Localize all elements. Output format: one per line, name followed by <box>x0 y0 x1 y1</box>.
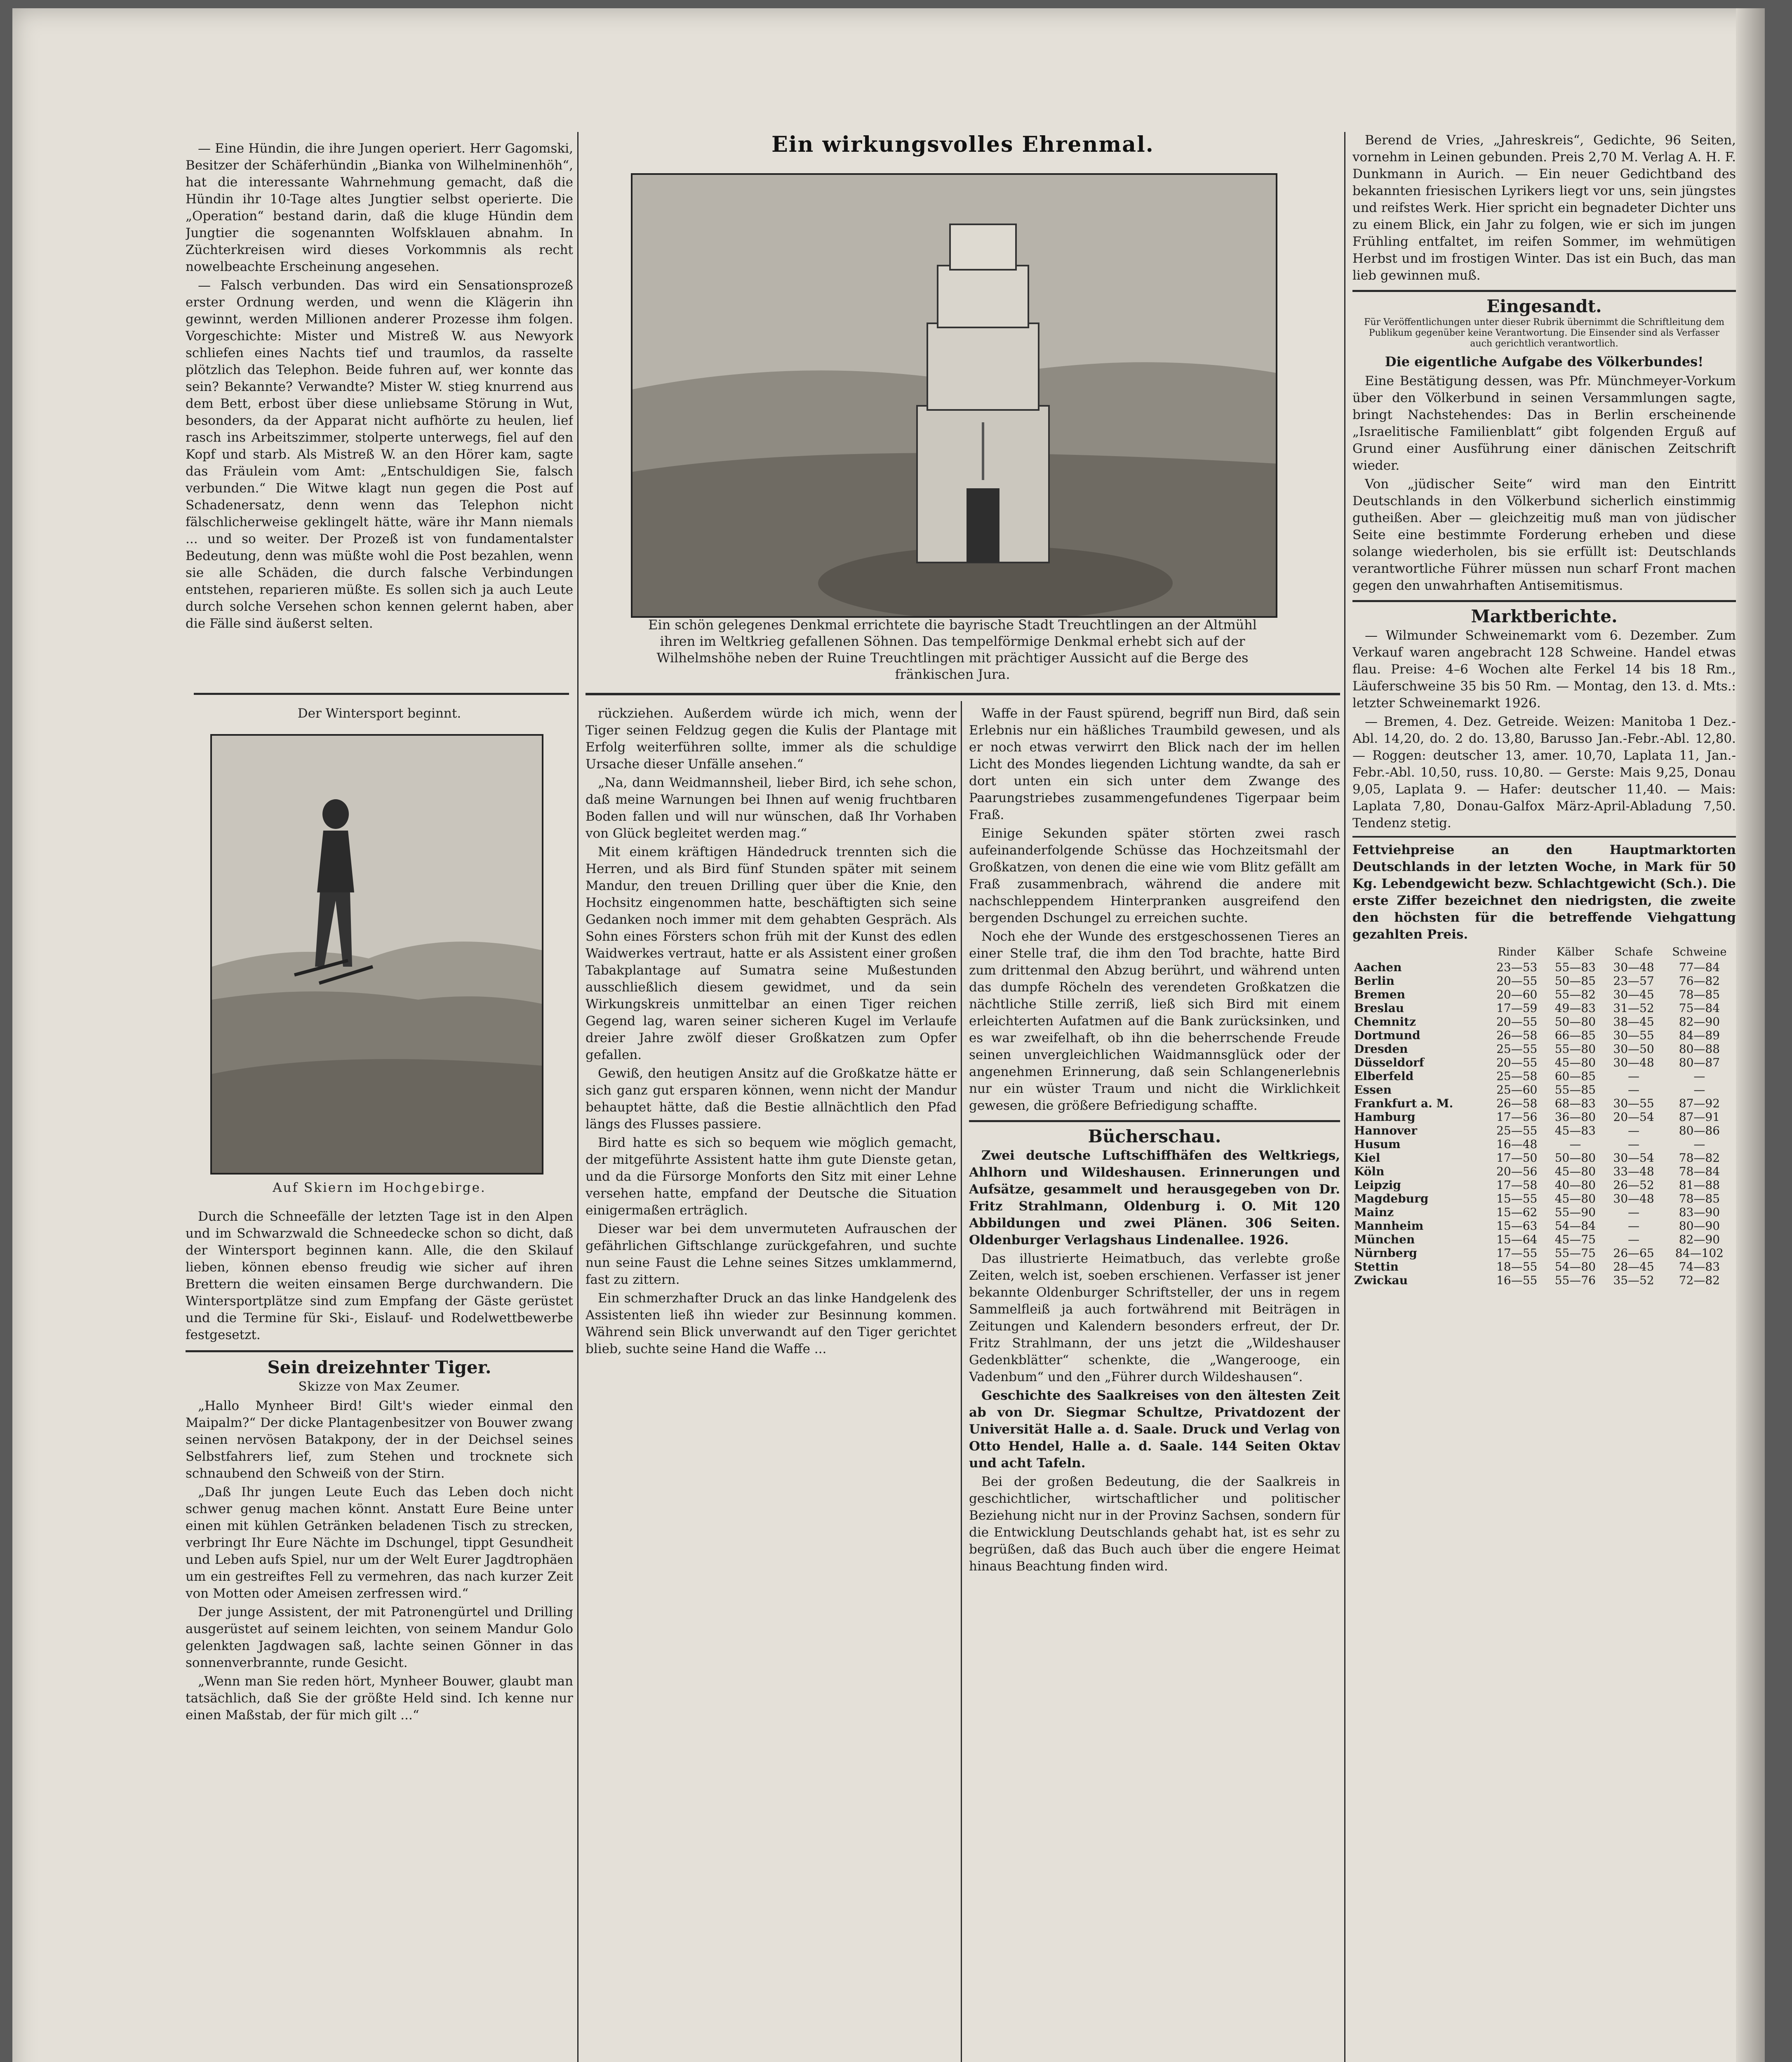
story-paragraph: Einige Sekunden später störten zwei rasch aufeinanderfolgende Schüsse das Hochzeitsmahl der Großkatzen, von denen die eine wie vom Blitz gefällt am Fraß zusammenbrach, während die andere mit nachschleppendem Hinterpranken ausgreifend den bergenden Dschungel zu erreichen suchte. <box>969 826 1340 925</box>
city-cell: Frankfurt a. M. <box>1354 1097 1453 1110</box>
city-cell: Chemnitz <box>1354 1015 1416 1029</box>
price-cell: 20—60 <box>1496 988 1538 1001</box>
market-report: — Wilmunder Schweinemarkt vom 6. Dezember. Zum Verkauf waren angebracht 128 Schweine. Handel etwas flau. Preise: 4–6 Wochen alte Ferkel 14 bis 18 Rm., Läuferschweine 35 bis 50 Rm. — Montag, den 13. d. Mts.: letzter Schweinemarkt 1926. <box>1352 628 1736 711</box>
price-cell: 77—84 <box>1679 960 1720 974</box>
rule-col1-b <box>186 1350 573 1352</box>
price-cell: 18—55 <box>1496 1260 1538 1273</box>
price-cell: 26—58 <box>1496 1097 1538 1110</box>
city-cell: Köln <box>1354 1165 1385 1178</box>
price-cell: 23—57 <box>1613 974 1654 988</box>
table-row <box>1352 1056 1736 1069</box>
price-cell: 68—83 <box>1554 1097 1596 1110</box>
price-cell: 87—91 <box>1679 1110 1720 1124</box>
price-cell: 78—85 <box>1679 988 1720 1001</box>
story-paragraph: Mit einem kräftigen Händedruck trennten sich die Herren, und als Bird fünf Stunden später mit seinem Mandur, den treuen Drilling quer über die Knie, den Hochsitz eingenommen hatte, beschäftigten sich seine Gedanken noch immer mit dem gehabten Gespräch. Als Sohn eines Försters schon früh mit der Kunst des edlen Waidwerkes vertraut, hatte er als Assistent einer großen Tabakplantage auf Sumatra seine Mußestunden ausschließlich diesem gewidmet, und da sein Wirkungskreis unmittelbar an einen Tiger reichen Gegend lag, waren seiner sicheren Kugel im Verlaufe dreier Jahre zwölf dieser Großkatzen zum Opfer gefallen. <box>586 845 957 1062</box>
price-cell: 15—62 <box>1496 1205 1538 1219</box>
table-row <box>1352 1273 1736 1287</box>
table-row <box>1352 974 1736 988</box>
wintersport-text: Durch die Schneefälle der letzten Tage ist in den Alpen und im Schwarzwald die Schneedecke schon so dicht, daß der Wintersport beginnen kann. Alle, die den Skilauf lieben, können ebenso freudig wie sicher auf ihren Brettern die weiten einsamen Berge durchwandern. Die Wintersportplätze sind zum Empfang der Gäste gerüstet und die Termine für Ski-, Eislauf- und Rodelwettbewerbe festgesetzt. <box>186 1209 573 1342</box>
city-cell: Husum <box>1354 1137 1401 1151</box>
price-cell: 50—80 <box>1554 1015 1596 1029</box>
price-cell: 30—45 <box>1613 988 1654 1001</box>
table-row <box>1352 1097 1736 1110</box>
price-cell: 50—85 <box>1554 974 1596 988</box>
header-cell: Kälber <box>1556 946 1594 958</box>
price-cell: 55—83 <box>1554 960 1596 974</box>
price-cell: 16—55 <box>1496 1273 1538 1287</box>
city-cell: Dresden <box>1354 1042 1408 1056</box>
price-cell: 35—52 <box>1613 1273 1654 1287</box>
price-cell: 55—82 <box>1554 988 1596 1001</box>
price-cell: 20—55 <box>1496 1056 1538 1069</box>
table-row <box>1352 1151 1736 1165</box>
price-cell: 83—90 <box>1679 1205 1720 1219</box>
price-cell: 80—87 <box>1679 1056 1720 1069</box>
letter-paragraph: Von „jüdischer Seite“ wird man den Eintritt Deutschlands in den Völkerbund sicherlich einstimmig gutheißen. Aber — gleichzeitig muß man von jüdischer Seite eine bestimmte Forderung erheben und diese solange wiederholen, bis sie erfüllt ist: Deutschlands verantwortliche Führer müssen nun scharf Front machen gegen den unwahrhaften Antisemitismus. <box>1352 477 1736 593</box>
table-row <box>1352 1165 1736 1178</box>
city-cell: Berlin <box>1354 974 1395 988</box>
price-cell: 28—45 <box>1613 1260 1654 1273</box>
price-cell: 17—50 <box>1496 1151 1538 1165</box>
column-divider-2 <box>961 701 962 2062</box>
price-cell: 20—56 <box>1496 1165 1538 1178</box>
table-row <box>1352 1001 1736 1015</box>
price-cell: 17—56 <box>1496 1110 1538 1124</box>
rule-col3 <box>969 1120 1340 1122</box>
price-cell: 17—58 <box>1496 1178 1538 1192</box>
table-row <box>1352 1124 1736 1137</box>
table-row <box>1352 1260 1736 1273</box>
story-paragraph: Gewiß, den heutigen Ansitz auf die Großkatze hätte er sich ganz gut ersparen können, wenn nicht der Mandur behauptet hätte, daß die Bestie allnächtlich den Pfad längs des Flusses passiere. <box>586 1066 957 1132</box>
price-cell: 23—53 <box>1496 960 1538 974</box>
price-cell: — <box>1569 1137 1581 1151</box>
table-row <box>1352 960 1736 974</box>
price-cell: 45—83 <box>1554 1124 1596 1137</box>
price-cell: 82—90 <box>1679 1015 1720 1029</box>
price-cell: 80—86 <box>1679 1124 1720 1137</box>
price-cell: 30—55 <box>1613 1029 1654 1042</box>
eingesandt-title: Eingesandt. <box>1486 296 1602 316</box>
price-cell: 16—48 <box>1496 1137 1538 1151</box>
eingesandt-subtitle: Die eigentliche Aufgabe des Völkerbundes! <box>1385 354 1704 370</box>
marktberichte-title: Marktberichte. <box>1471 606 1618 626</box>
city-cell: München <box>1354 1233 1415 1246</box>
price-cell: 31—52 <box>1613 1001 1654 1015</box>
price-cell: 30—54 <box>1613 1151 1654 1165</box>
story-paragraph: Dieser war bei dem unvermuteten Aufrauschen der gefährlichen Giftschlange zurückgefahren, und suchte nun seine Faust die Lehne seines Sitzes umklammernd, fast zu zittern. <box>586 1222 957 1287</box>
price-cell: — <box>1693 1137 1705 1151</box>
city-cell: Kiel <box>1354 1151 1380 1165</box>
price-cell: 72—82 <box>1679 1273 1720 1287</box>
article-falsch-verbunden: — Falsch verbunden. Das wird ein Sensationsprozeß erster Ordnung werden, und wenn die Klägerin ihn gewinnt, werden Millionen anderer Prozesse ihm folgen. Vorgeschichte: Mister und Mistreß W. aus Newyork schliefen eines Nachts tief und traumlos, da rasselte plötzlich das Telephon. Beide fuhren auf, wer konnte das sein? Bekannte? Verwandte? Mister W. stieg knurrend aus dem Bett, erbost über diese unliebsame Störung in Wut, besonders, da der Apparat nicht aufhörte zu heulen, lief rasch ins Arbeitszimmer, stolperte unterwegs, fiel auf den Kopf und starb. Als Mistreß W. an den Hörer kam, sagte das Fräulein vom Amt: „Entschuldigen Sie, falsch verbunden.“ Die Witwe klagt nun gegen die Post auf Schadenersatz, denn wenn das Telephon nicht fälschlicherweise geklingelt hätte, wäre ihr Mann niemals ... und so weiter. Der Prozeß ist von fundamentalster Bedeutung, denn was müßte wohl die Post bezahlen, wenn sie alle Schäden, die durch falsche Verbindungen entstehen, reparieren müßte. Es sollen sich ja auch Leute durch solche Versehen schon kennen gelernt haben, aber die Fälle sind äußerst selten. <box>186 278 573 631</box>
city-cell: Mannheim <box>1354 1219 1424 1233</box>
story-paragraph: Waffe in der Faust spürend, begriff nun Bird, daß sein Erlebnis nur ein häßliches Traumbild gewesen, und als er noch etwas verwirrt den Blick nach der im hellen Licht des Mondes liegenden Lichtung wandte, da sah er dort unten ein sich unter dem Zwange des Paarungstriebes zusammengefundenes Tigerpaar beim Fraß. <box>969 706 1340 822</box>
price-cell: 75—84 <box>1679 1001 1720 1015</box>
price-cell: 26—58 <box>1496 1029 1538 1042</box>
column-1-lower <box>186 1208 573 2062</box>
city-cell: Stettin <box>1354 1260 1399 1273</box>
story-paragraph: „Hallo Mynheer Bird! Gilt's wieder einmal den Maipalm?“ Der dicke Plantagenbesitzer von Bouwer zwang seinen nervösen Batakpony, der in der Deichsel seines Selbstfahrers lief, zum Stehen und trocknete sich schnaubend den Schweiß von der Stirn. <box>186 1398 573 1481</box>
ehrenmal-title: Ein wirkungsvolles Ehrenmal. <box>771 132 1154 157</box>
header-cell <box>1352 945 1488 960</box>
price-cell: 17—55 <box>1496 1246 1538 1260</box>
city-cell: Düsseldorf <box>1354 1056 1424 1069</box>
price-cell: — <box>1693 1083 1705 1097</box>
table-row <box>1352 1029 1736 1042</box>
price-cell: 25—60 <box>1496 1083 1538 1097</box>
rule-col4-a <box>1352 290 1736 292</box>
table-row <box>1352 1110 1736 1124</box>
price-cell: 80—88 <box>1679 1042 1720 1056</box>
price-cell: 20—54 <box>1613 1110 1654 1124</box>
price-cell: 55—80 <box>1554 1042 1596 1056</box>
wintersport-caption: Auf Skiern im Hochgebirge. <box>273 1180 486 1195</box>
newspaper-page <box>12 8 1765 2062</box>
price-cell: — <box>1628 1233 1640 1246</box>
story-paragraph: Bird hatte es sich so bequem wie möglich gemacht, der mitgeführte Assistent hatte ihm gute Dienste getan, und da die Fürsorge Monforts den Sitz mit einer Lehne versehen hatte, empfand der Deutsche die Situation einigermaßen erträglich. <box>586 1135 957 1218</box>
price-cell: 30—55 <box>1613 1097 1654 1110</box>
price-cell: 15—55 <box>1496 1192 1538 1205</box>
book-review-devries: Berend de Vries, „Jahreskreis“, Gedichte, 96 Seiten, vornehm in Leinen gebunden. Preis 2,70 M. Verlag A. H. F. Dunkmann in Aurich. — Ein neuer Gedichtband des bekannten friesischen Lyrikers liegt vor uns, sein jüngstes und reifstes Werk. Hier spricht ein begnadeter Dichter uns zu einem Blick, ein Jahr zu folgen, wie er sich im jungen Frühling entfaltet, im reifen Sommer, im wehmütigen Herbst und im frostigen Winter. Das ist ein Buch, das man lieb gewinnen muß. <box>1352 133 1736 283</box>
price-cell: — <box>1628 1069 1640 1083</box>
rule-col1-a <box>194 693 569 695</box>
price-cell: 49—83 <box>1554 1001 1596 1015</box>
city-cell: Breslau <box>1354 1001 1404 1015</box>
city-cell: Nürnberg <box>1354 1246 1417 1260</box>
price-cell: — <box>1628 1083 1640 1097</box>
price-cell: 25—55 <box>1496 1042 1538 1056</box>
price-cell: 30—50 <box>1613 1042 1654 1056</box>
price-table-body <box>1352 960 1736 1287</box>
table-row <box>1352 988 1736 1001</box>
price-cell: 30—48 <box>1613 1056 1654 1069</box>
price-cell: 45—80 <box>1554 1192 1596 1205</box>
price-cell: 74—83 <box>1679 1260 1720 1273</box>
price-cell: 78—85 <box>1679 1192 1720 1205</box>
letter-paragraph: Eine Bestätigung dessen, was Pfr. Münchmeyer-Vorkum über den Völkerbund in seinen Versammlungen sagte, bringt Nachstehendes: Das in Berlin erscheinende „Israelitische Familienblatt“ gibt folgenden Erguß auf Grund einer Ausführung einer dänischen Zeitschrift wieder. <box>1352 374 1736 473</box>
story-title: Sein dreizehnter Tiger. <box>267 1357 492 1377</box>
price-cell: 84—89 <box>1679 1029 1720 1042</box>
city-cell: Mainz <box>1354 1205 1394 1219</box>
price-cell: 80—90 <box>1679 1219 1720 1233</box>
table-row <box>1352 1042 1736 1056</box>
buecherschau-title: Bücherschau. <box>1088 1126 1221 1146</box>
price-cell: 30—48 <box>1613 960 1654 974</box>
price-cell: 36—80 <box>1554 1110 1596 1124</box>
price-cell: 25—58 <box>1496 1069 1538 1083</box>
table-row <box>1352 1219 1736 1233</box>
price-cell: 30—48 <box>1613 1192 1654 1205</box>
story-paragraph: Ein schmerzhafter Druck an das linke Handgelenk des Assistenten ließ ihn wieder zur Besinnung kommen. Während sein Blick unverwandt auf den Tiger gerichtet blieb, suchte seine Hand die Waffe ... <box>586 1291 957 1356</box>
city-cell: Bremen <box>1354 988 1406 1001</box>
price-cell: 66—85 <box>1554 1029 1596 1042</box>
story-paragraph: „Daß Ihr jungen Leute Euch das Leben doch nicht schwer genug machen könnt. Anstatt Eure Beine unter einen mit kühlen Getränken beladenen Tisch zu strecken, verbringt Ihr Eure Nächte im Dschungel, tippt Gesundheit und Leben aufs Spiel, nur um der Welt Eurer Jagdtrophäen um ein gestreiftes Fell zu vermehren, das nach kurzer Zeit von Motten oder Ameisen zerfressen wird.“ <box>186 1485 573 1601</box>
wintersport-heading: Der Wintersport beginnt. <box>297 706 461 721</box>
price-cell: 40—80 <box>1554 1178 1596 1192</box>
price-cell: 33—48 <box>1613 1165 1654 1178</box>
eingesandt-disclaimer: Für Veröffentlichungen unter dieser Rubrik übernimmt die Schriftleitung dem Publikum gegenüber keine Verantwortung. Die Einsender sind als Verfasser auch gerichtlich verantwortlich. <box>1364 317 1724 349</box>
price-cell: 15—63 <box>1496 1219 1538 1233</box>
header-cell: Schafe <box>1614 946 1653 958</box>
table-row <box>1352 1233 1736 1246</box>
column-4 <box>1352 132 1736 2062</box>
price-cell: 26—52 <box>1613 1178 1654 1192</box>
story-paragraph: „Na, dann Weidmannsheil, lieber Bird, ich sehe schon, daß meine Warnungen bei Ihnen auf wenig fruchtbaren Boden fallen und will nur wünschen, daß Ihr Vorhaben von Glück begleitet werden mag.“ <box>586 775 957 841</box>
price-cell: 20—55 <box>1496 974 1538 988</box>
ehrenmal-photo <box>631 173 1277 618</box>
price-cell: 78—84 <box>1679 1165 1720 1178</box>
price-cell: 25—55 <box>1496 1124 1538 1137</box>
price-cell: 17—59 <box>1496 1001 1538 1015</box>
price-cell: 20—55 <box>1496 1015 1538 1029</box>
fettvieh-intro: Fettviehpreise an den Hauptmarktorten Deutschlands in der letzten Woche, in Mark für 50 Kg. Lebendgewicht bezw. Schlachtgewicht (Sch.). Die erste Ziffer bezeichnet den niedrigsten, die zweite den höchsten für die betreffende Viehgattung gezahlten Preis. <box>1352 843 1736 942</box>
article-huendin: — Eine Hündin, die ihre Jungen operiert. Herr Gagomski, Besitzer der Schäferhündin „Bianka von Wilhelminenhöh“, hat die interessante Wahrnehmung gemacht, daß die Hündin ihr 10-Tage altes Jungtier selbst operierte. Die „Operation“ bestand darin, daß die kluge Hündin dem Jungtier die sogenannten Wolfsklauen abnahm. In Züchterkreisen wird dieses Vorkommnis als recht nowelbeachte Erscheinung angesehen. <box>186 141 573 274</box>
city-cell: Zwickau <box>1354 1273 1408 1287</box>
price-cell: 45—80 <box>1554 1165 1596 1178</box>
ehrenmal-caption: Ein schön gelegenes Denkmal errichtete die bayrische Stadt Treuchtlingen an der Altmühl ihren im Weltkrieg gefallenen Söhnen. Das tempelförmige Denkmal erhebt sich auf der Wilhelmshöhe neben der Ruine Treuchtlingen mit prächtiger Aussicht auf die Berge des fränkischen Jura. <box>648 617 1257 682</box>
price-cell: 50—80 <box>1554 1151 1596 1165</box>
city-cell: Aachen <box>1354 960 1402 974</box>
price-cell: 81—88 <box>1679 1178 1720 1192</box>
price-cell: 26—65 <box>1613 1246 1654 1260</box>
city-cell: Hamburg <box>1354 1110 1416 1124</box>
price-cell: 55—76 <box>1554 1273 1596 1287</box>
fettvieh-price-table <box>1352 945 1736 1287</box>
price-cell: 38—45 <box>1613 1015 1654 1029</box>
column-3 <box>969 705 1340 2062</box>
column-2 <box>586 705 957 2062</box>
table-row <box>1352 1246 1736 1260</box>
price-cell: 76—82 <box>1679 974 1720 988</box>
story-paragraph: Noch ehe der Wunde des erstgeschossenen Tieres an einer Stelle traf, die ihm den Tod brachte, hatte Bird zum drittenmal den Abzug berührt, und während unten das dumpfe Röcheln des verendeten Großkatzen die nächtliche Stille zerriß, ließ sich Bird mit einem erleichterten Aufatmen auf die Bank zurücksinken, und es war zweifelhaft, ob ihn die beherrschende Freude seinen unvergleichlichen Waidmannsglück oder der angenehmen Erinnerung, daß sein Schlangenerlebnis nur ein wüster Traum und nicht die Wirklichkeit gewesen, die größere Befriedigung schaffte. <box>969 929 1340 1113</box>
story-paragraph: rückziehen. Außerdem würde ich mich, wenn der Tiger seinen Feldzug gegen die Kulis der Plantage mit Erfolg weiterführen sollte, immer als die schuldige Ursache dieser Unfälle ansehen.“ <box>586 706 957 772</box>
rule-col4-b <box>1352 600 1736 602</box>
price-cell: 54—84 <box>1554 1219 1596 1233</box>
book-review: Geschichte des Saalkreises von den ältesten Zeit ab von Dr. Siegmar Schultze, Privatdozent der Universität Halle a. d. Saale. Druck und Verlag von Otto Hendel, Halle a. d. Saale. 144 Seiten Oktav und acht Tafeln. <box>969 1388 1340 1471</box>
city-cell: Leipzig <box>1354 1178 1401 1192</box>
city-cell: Dortmund <box>1354 1029 1420 1042</box>
city-cell: Elberfeld <box>1354 1069 1414 1083</box>
price-cell: 87—92 <box>1679 1097 1720 1110</box>
wintersport-photo <box>210 734 543 1175</box>
city-cell: Essen <box>1354 1083 1392 1097</box>
table-row <box>1352 1083 1736 1097</box>
market-report: — Bremen, 4. Dez. Getreide. Weizen: Manitoba 1 Dez.-Abl. 14,20, do. 2 do. 13,80, Barusso Jan.-Febr.-Abl. 12,80. — Roggen: deutscher 13, amer. 10,70, Laplata 11, Jan.-Febr.-Abl. 10,50, russ. 10,80. — Gerste: Mais 9,25, Donau 9,05, Laplata 9. — Hafer: deutscher 11,40. — Mais: Laplata 7,80, Donau-Galfox März-April-Abladung 7,50. Tendenz stetig. <box>1352 714 1736 831</box>
column-divider-1 <box>577 132 579 2062</box>
price-cell: 55—75 <box>1554 1246 1596 1260</box>
table-row <box>1352 1205 1736 1219</box>
story-paragraph: „Wenn man Sie reden hört, Mynheer Bouwer, glaubt man tatsächlich, daß Sie der größte Held sind. Ich kenne nur einen Maßstab, der für mich gilt ...“ <box>186 1674 573 1723</box>
price-cell: 55—90 <box>1554 1205 1596 1219</box>
price-cell: — <box>1693 1069 1705 1083</box>
price-cell: — <box>1628 1124 1640 1137</box>
price-cell: 15—64 <box>1496 1233 1538 1246</box>
price-table-header <box>1352 945 1736 960</box>
story-byline: Skizze von Max Zeumer. <box>298 1379 461 1394</box>
book-review-text: Das illustrierte Heimatbuch, das verlebte große Zeiten, welch ist, soeben erschienen. Verfasser ist jener bekannte Oldenburger Schriftsteller, der uns in regem Sammelfleiß ja auch fortwährend mit Beiträgen in Zeitungen und Kalendern besonders erfreut, der Dr. Fritz Strahlmann, der uns jetzt die „Wildeshauser Gedenkblätter“ schenkte, die „Wangerooge, ein Vadenbum“ und den „Führer durch Wildeshausen“. <box>969 1251 1340 1384</box>
rule-ehrenmal <box>586 693 1340 695</box>
price-cell: 54—80 <box>1554 1260 1596 1273</box>
price-cell: 82—90 <box>1679 1233 1720 1246</box>
price-cell: 78—82 <box>1679 1151 1720 1165</box>
table-row <box>1352 1178 1736 1192</box>
price-cell: 55—85 <box>1554 1083 1596 1097</box>
header-cell: Schweine <box>1672 946 1727 958</box>
price-cell: 60—85 <box>1554 1069 1596 1083</box>
price-cell: 45—75 <box>1554 1233 1596 1246</box>
story-paragraph: Der junge Assistent, der mit Patronengürtel und Drilling ausgerüstet auf seinem leichten, von seinem Mandur Golo gelenkten Jagdwagen saß, lachte seinen Gönner in das sonnenverbrannte, runde Gesicht. <box>186 1605 573 1670</box>
rule-col4-c <box>1352 836 1736 838</box>
city-cell: Magdeburg <box>1354 1192 1429 1205</box>
column-divider-3 <box>1344 132 1345 2062</box>
price-cell: — <box>1628 1219 1640 1233</box>
price-cell: 84—102 <box>1675 1246 1724 1260</box>
table-row <box>1352 1137 1736 1151</box>
book-review: Zwei deutsche Luftschiffhäfen des Weltkriegs, Ahlhorn und Wildeshausen. Erinnerungen und Aufsätze, gesammelt und herausgegeben von Dr. Fritz Strahlmann, Oldenburg i. O. Mit 120 Abbildungen und zwei Plänen. 306 Seiten. Oldenburger Verlagshaus Lindenallee. 1926. <box>969 1148 1340 1248</box>
city-cell: Hannover <box>1354 1124 1417 1137</box>
price-cell: — <box>1628 1137 1640 1151</box>
table-row <box>1352 1192 1736 1205</box>
book-review-text: Bei der großen Bedeutung, die der Saalkreis in geschichtlicher, wirtschaftlicher und politischer Beziehung nicht nur in der Provinz Sachsen, sondern für die Entwicklung Deutschlands gehabt hat, ist es sehr zu begrüßen, daß das Buch auch über die engere Heimat hinaus Beachtung finden wird. <box>969 1474 1340 1574</box>
table-row <box>1352 1069 1736 1083</box>
price-cell: 45—80 <box>1554 1056 1596 1069</box>
price-cell: — <box>1628 1205 1640 1219</box>
header-cell: Rinder <box>1498 946 1536 958</box>
table-row <box>1352 1015 1736 1029</box>
